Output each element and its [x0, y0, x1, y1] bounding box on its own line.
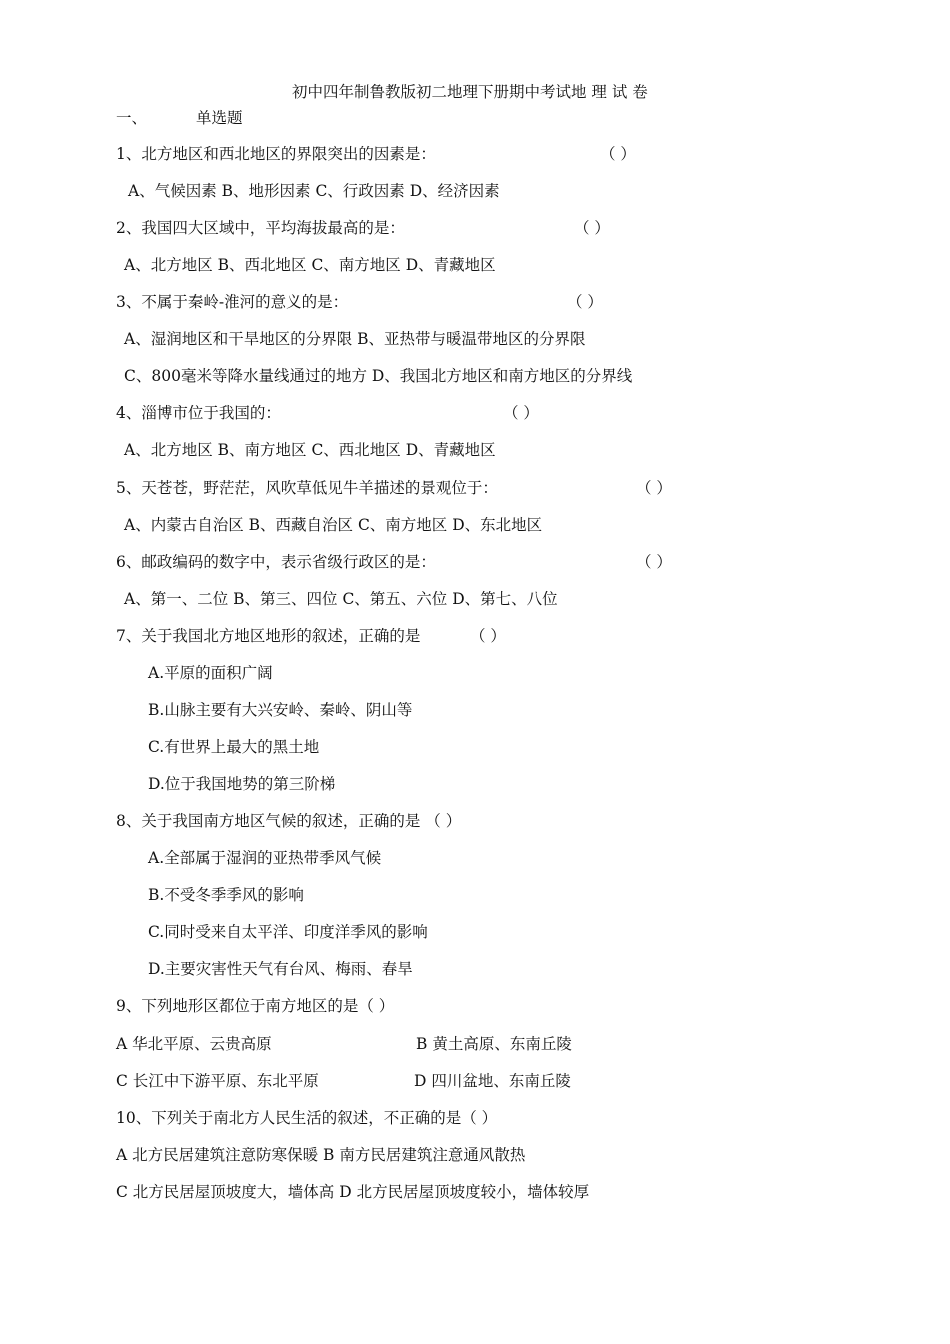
q1-answer-paren: （ ） — [600, 145, 636, 163]
q7-answer-paren: （ ） — [470, 627, 506, 645]
q2-options: A、北方地区 B、西北地区 C、南方地区 D、青藏地区 — [124, 256, 496, 274]
q3-stem: 3、不属于秦岭-淮河的意义的是： — [116, 293, 349, 311]
q9-option-a: A 华北平原、云贵高原 — [116, 1035, 272, 1053]
q9-option-d: D 四川盆地、东南丘陵 — [414, 1072, 571, 1090]
q10-stem: 10、下列关于南北方人民生活的叙述，不正确的是（ ） — [116, 1109, 498, 1127]
q4-answer-paren: （ ） — [503, 404, 539, 422]
q6-stem: 6、邮政编码的数字中，表示省级行政区的是： — [116, 553, 436, 571]
q9-option-b: B 黄土高原、东南丘陵 — [416, 1035, 572, 1053]
q8-option-d: D.主要灾害性天气有台风、梅雨、春旱 — [148, 960, 413, 978]
q5-options: A、内蒙古自治区 B、西藏自治区 C、南方地区 D、东北地区 — [124, 516, 543, 534]
q10-options-cd: C 北方民居屋顶坡度大，墙体高 D 北方民居屋顶坡度较小，墙体较厚 — [116, 1183, 590, 1201]
q7-option-d: D.位于我国地势的第三阶梯 — [148, 775, 336, 793]
q6-options: A、第一、二位 B、第三、四位 C、第五、六位 D、第七、八位 — [124, 590, 558, 608]
q1-options: A、气候因素 B、地形因素 C、行政因素 D、经济因素 — [128, 182, 500, 200]
q2-answer-paren: （ ） — [574, 219, 610, 237]
q9-stem: 9、下列地形区都位于南方地区的是（ ） — [116, 997, 395, 1015]
q2-stem: 2、我国四大区域中，平均海拔最高的是： — [116, 219, 405, 237]
q8-option-c: C.同时受来自太平洋、印度洋季风的影响 — [148, 923, 428, 941]
q3-options-line2: C、800毫米等降水量线通过的地方 D、我国北方地区和南方地区的分界线 — [124, 367, 633, 385]
q8-stem: 8、关于我国南方地区气候的叙述，正确的是 （ ） — [116, 812, 462, 830]
section-number: 一、 — [116, 109, 148, 127]
q5-answer-paren: （ ） — [636, 479, 672, 497]
q4-stem: 4、淄博市位于我国的： — [116, 404, 281, 422]
q6-answer-paren: （ ） — [636, 553, 672, 571]
q8-option-b: B.不受冬季季风的影响 — [148, 886, 304, 904]
q3-options-line1: A、湿润地区和干旱地区的分界限 B、亚热带与暖温带地区的分界限 — [124, 330, 586, 348]
q7-option-a: A.平原的面积广阔 — [148, 664, 273, 682]
q4-options: A、北方地区 B、南方地区 C、西北地区 D、青藏地区 — [124, 441, 496, 459]
q9-option-c: C 长江中下游平原、东北平原 — [116, 1072, 319, 1090]
q5-stem: 5、天苍苍，野茫茫，风吹草低见牛羊描述的景观位于： — [116, 479, 498, 497]
q3-answer-paren: （ ） — [567, 293, 603, 311]
q1-stem: 1、北方地区和西北地区的界限突出的因素是： — [116, 145, 436, 163]
section-label: 单选题 — [196, 109, 243, 127]
q7-option-b: B.山脉主要有大兴安岭、秦岭、阴山等 — [148, 701, 413, 719]
q10-options-ab: A 北方民居建筑注意防寒保暖 B 南方民居建筑注意通风散热 — [116, 1146, 526, 1164]
section-heading — [116, 108, 243, 128]
q7-option-c: C.有世界上最大的黑土地 — [148, 738, 320, 756]
q8-option-a: A.全部属于湿润的亚热带季风气候 — [148, 849, 382, 867]
q7-stem: 7、关于我国北方地区地形的叙述，正确的是 — [116, 627, 421, 645]
page-title: 初中四年制鲁教版初二地理下册期中考试地 理 试 卷 — [292, 83, 648, 101]
